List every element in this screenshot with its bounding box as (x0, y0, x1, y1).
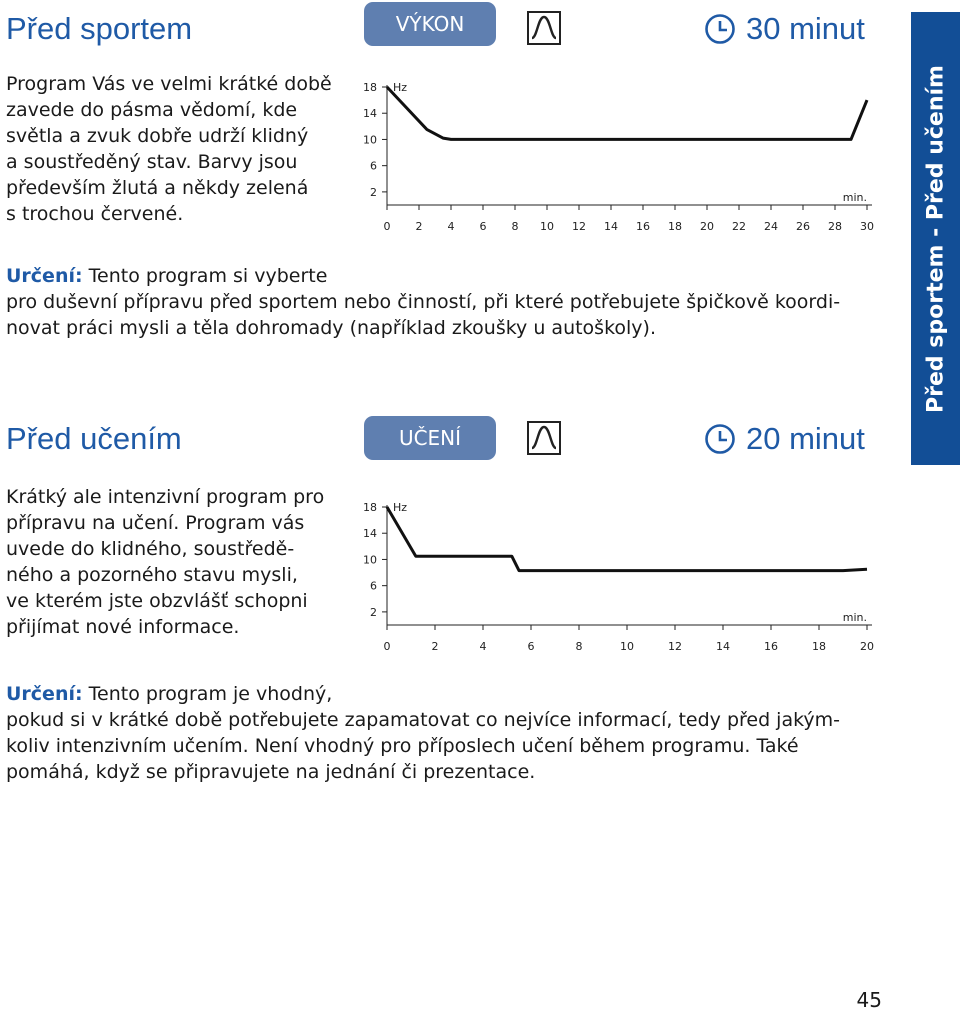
clock-icon (704, 13, 736, 45)
usage-line: pro duševní přípravu před sportem nebo činností, při které potřebujete špičkově koordi- (6, 289, 840, 315)
duration (704, 11, 865, 47)
usage-paragraph (6, 263, 840, 341)
x-tick-label: 22 (732, 220, 746, 233)
intro-line: světla a zvuk dobře udrží klidný (6, 123, 332, 149)
intro-line: ve kterém jste obzvlášť schopni (6, 588, 324, 614)
x-tick-label: 4 (448, 220, 455, 233)
x-tick-label: 6 (480, 220, 487, 233)
x-tick-label: 16 (764, 640, 778, 653)
sine-wave-icon (527, 421, 561, 455)
intro-line: Krátký ale intenzivní program pro (6, 484, 324, 510)
y-tick-label: 18 (363, 501, 377, 514)
section-title: Před učením (6, 421, 182, 457)
y-tick-label: 6 (370, 580, 377, 593)
y-tick-label: 14 (363, 107, 377, 120)
usage-line: pomáhá, když se připravujete na jednání či prezentace. (6, 759, 840, 785)
frequency-chart (350, 490, 890, 665)
section-title: Před sportem (6, 11, 192, 47)
section-intro (6, 71, 332, 227)
x-tick-label: 12 (572, 220, 586, 233)
usage-line: pokud si v krátké době potřebujete zapamatovat co nejvíce informací, tedy před jakým- (6, 707, 840, 733)
frequency-chart (350, 70, 890, 245)
frequency-series-line (387, 507, 867, 571)
y-tick-label: 10 (363, 133, 377, 146)
x-tick-label: 0 (384, 640, 391, 653)
y-tick-label: 14 (363, 527, 377, 540)
sidebar-tab (911, 12, 960, 465)
section-intro (6, 484, 324, 640)
x-tick-label: 24 (764, 220, 778, 233)
y-axis-label: Hz (393, 501, 407, 514)
x-tick-label: 30 (860, 220, 874, 233)
usage-label: Určení: (6, 265, 83, 287)
intro-line: s trochou červené. (6, 201, 332, 227)
y-tick-label: 18 (363, 81, 377, 94)
y-tick-label: 10 (363, 553, 377, 566)
usage-paragraph (6, 681, 840, 785)
duration (704, 421, 865, 457)
x-tick-label: 26 (796, 220, 810, 233)
usage-line: koliv intenzivním učením. Není vhodný pro příposlech učení během programu. Také (6, 733, 840, 759)
x-tick-label: 8 (576, 640, 583, 653)
intro-line: přípravu na učení. Program vás (6, 510, 324, 536)
intro-line: Program Vás ve velmi krátké době (6, 71, 332, 97)
x-tick-label: 4 (480, 640, 487, 653)
y-tick-label: 6 (370, 160, 377, 173)
intro-line: a soustředěný stav. Barvy jsou (6, 149, 332, 175)
y-axis-label: Hz (393, 81, 407, 94)
usage-label: Určení: (6, 683, 83, 705)
duration-text: 20 minut (746, 421, 865, 457)
x-tick-label: 16 (636, 220, 650, 233)
x-tick-label: 14 (604, 220, 618, 233)
usage-line: Určení: Tento program si vyberte (6, 263, 840, 289)
sine-wave-icon (527, 11, 561, 45)
y-tick-label: 2 (370, 606, 377, 619)
x-tick-label: 6 (528, 640, 535, 653)
x-tick-label: 18 (812, 640, 826, 653)
intro-line: zavede do pásma vědomí, kde (6, 97, 332, 123)
x-tick-label: 10 (540, 220, 554, 233)
usage-line: Určení: Tento program je vhodný, (6, 681, 840, 707)
duration-text: 30 minut (746, 11, 865, 47)
x-tick-label: 14 (716, 640, 730, 653)
x-tick-label: 8 (512, 220, 519, 233)
x-tick-label: 2 (432, 640, 439, 653)
x-tick-label: 18 (668, 220, 682, 233)
intro-line: přijímat nové informace. (6, 614, 324, 640)
x-tick-label: 20 (700, 220, 714, 233)
sidebar-label: Před sportem - Před učením (923, 65, 948, 413)
x-tick-label: 20 (860, 640, 874, 653)
clock-icon (704, 423, 736, 455)
page-number: 45 (857, 988, 882, 1012)
program-badge: UČENÍ (364, 416, 496, 460)
x-axis-label: min. (843, 611, 867, 624)
frequency-series-line (387, 87, 867, 139)
x-tick-label: 28 (828, 220, 842, 233)
intro-line: ného a pozorného stavu mysli, (6, 562, 324, 588)
usage-line: novat práci mysli a těla dohromady (například zkoušky u autoškoly). (6, 315, 840, 341)
y-tick-label: 2 (370, 186, 377, 199)
intro-line: především žlutá a někdy zelená (6, 175, 332, 201)
x-tick-label: 0 (384, 220, 391, 233)
x-tick-label: 12 (668, 640, 682, 653)
x-tick-label: 2 (416, 220, 423, 233)
intro-line: uvede do klidného, soustředě- (6, 536, 324, 562)
x-axis-label: min. (843, 191, 867, 204)
x-tick-label: 10 (620, 640, 634, 653)
program-badge: VÝKON (364, 2, 496, 46)
